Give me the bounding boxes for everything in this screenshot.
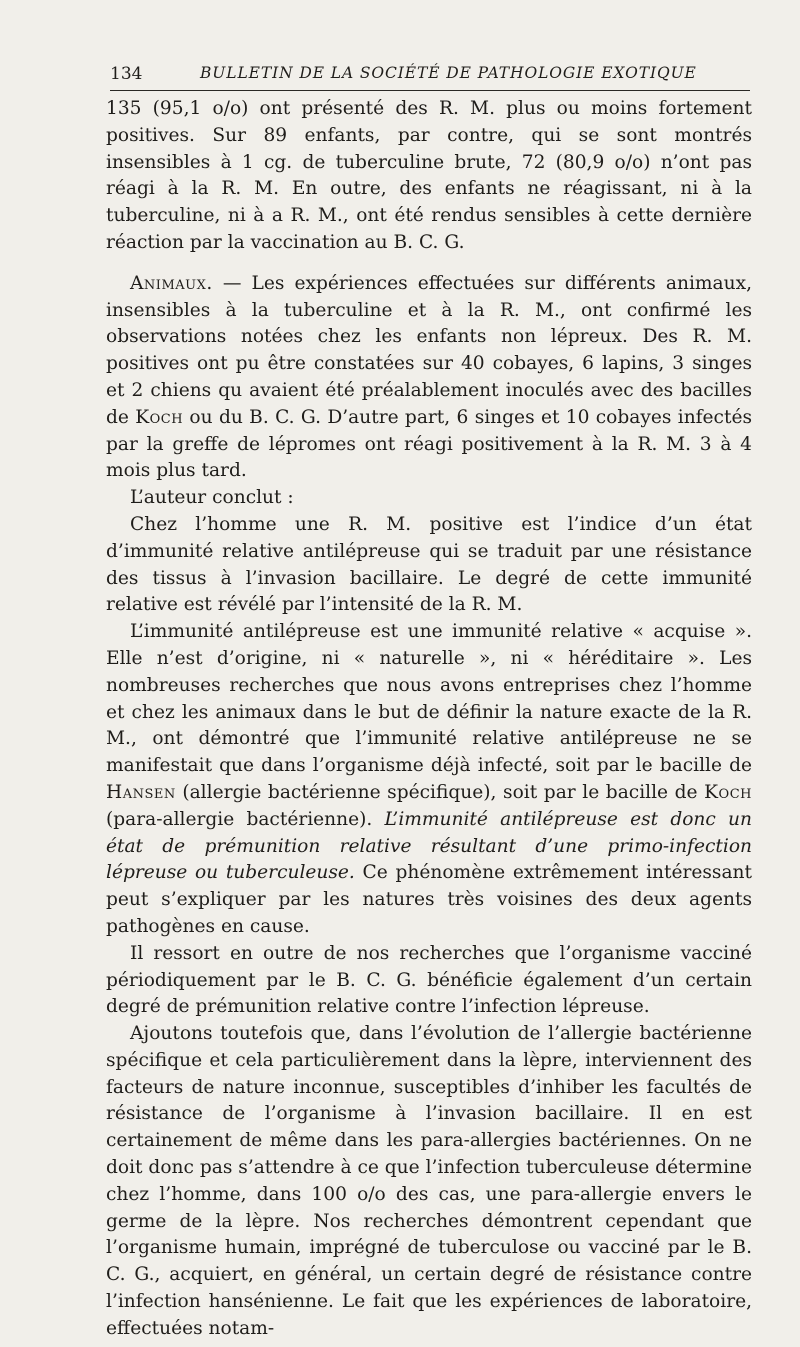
paragraph-conclusion-2: L’immunité antilépreuse est une immunité relative « acquise ». Elle n’est d’origine, ni « naturelle », ni « héréditaire ». Les nombreuses recherches que nous avons entreprises chez l’homme et chez les animaux dans le but de définir la nature exacte de la R. M., ont démontré que l’immunité relative antilépreuse ne se manifestait que dans l’organisme déjà infecté, soit par le bacille de Hansen (allergie bactérienne spécifique), soit par le bacille de Koch (para-allergie bactérienne). L’immunité antilépreuse est donc un état de prémunition relative résultant d’une primo-infection lépreuse ou tuberculeuse. Ce phénomène extrêmement intéressant peut s’expliquer par les natures très voisines des deux agents pathogènes en cause. [106, 621, 752, 937]
author-name-hansen: Hansen [106, 781, 176, 803]
paragraph-conclusion-intro: L’auteur conclut : [130, 487, 294, 509]
paragraph-conclusion-1: Chez l’homme une R. M. positive est l’indice d’un état d’immunité relative antilépreuse qui se traduit par une résistance des tissus à l’invasion bacillaire. Le degré de cette immunité relative est révélé par l’intensité de la R. M. [106, 513, 752, 616]
author-name-koch-2: Koch [704, 781, 752, 803]
section-lead-animaux: Animaux. [130, 272, 213, 294]
running-header [110, 64, 750, 91]
paragraph-bcg: Il ressort en outre de nos recherches que l’organisme vacciné périodiquement par le B. C. G. bénéficie également d’un certain degré de prémunition relative contre l’infection lépreuse. [106, 942, 752, 1018]
paragraph-ajoutons: Ajoutons toutefois que, dans l’évolution de l’allergie bactérienne spécifique et cela particulièrement dans la lèpre, interviennent des facteurs de nature inconnue, susceptibles d’inhiber les facultés de résistance de l’organisme à l’invasion bacillaire. Il en est certainement de même dans les para-allergies bactériennes. On ne doit donc pas s’attendre à ce que l’infection tuberculeuse détermine chez l’homme, dans 100 o/o des cas, une para-allergie envers le germe de la lèpre. Nos recherches démontrent cependant que l’organisme humain, imprégné de tuberculose ou vacciné par le B. C. G., acquiert, en général, un certain degré de résistance contre l’infection hansénienne. Le fait que les expériences de laboratoire, effectuées notam- [106, 1023, 752, 1339]
italic-statement: L’immunité antilépreuse est donc un état de prémunition relative résultant d’une primo-infection lépreuse ou tuberculeuse. [106, 808, 752, 884]
author-name-koch: Koch [135, 406, 184, 428]
paragraph-animaux: Animaux. — Les expériences effectuées sur différents animaux, insensibles à la tuberculine et à la R. M., ont confirmé les observations notées chez les enfants non lépreux. Des R. M. positives ont pu être constatées sur 40 cobayes, 6 lapins, 3 singes et 2 chiens qu avaient été préalablement inoculés avec des bacilles de Koch ou du B. C. G. D’autre part, 6 singes et 10 cobayes infectés par la greffe de lépromes ont réagi positivement à la R. M. 3 à 4 mois plus tard. [106, 272, 752, 482]
body-text [106, 96, 752, 1343]
running-title: BULLETIN DE LA SOCIÉTÉ DE PATHOLOGIE EXOTIQUE [200, 64, 697, 82]
paragraph-continuation: 135 (95,1 o/o) ont présenté des R. M. plus ou moins fortement positives. Sur 89 enfants, par contre, qui se sont montrés insensibles à 1 cg. de tuberculine brute, 72 (80,9 o/o) n’ont pas réagi à la R. M. En outre, des enfants ne réagissant, ni à la tuberculine, ni à a R. M., ont été rendus sensibles à cette dernière réaction par la vaccination au B. C. G. [106, 98, 752, 253]
page-number: 134 [110, 64, 143, 84]
